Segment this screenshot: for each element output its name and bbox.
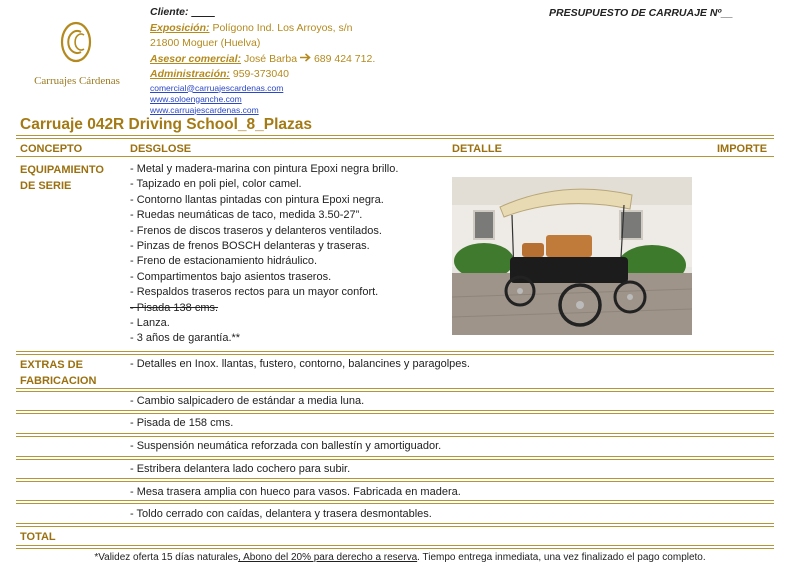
divider	[16, 545, 774, 549]
extra-item: - Suspensión neumática reforzada con ballestín y amortiguador.	[130, 440, 442, 452]
standard-items-list	[130, 162, 398, 347]
admin-label: Administración:	[150, 68, 230, 80]
email-link[interactable]: comercial@carruajescardenas.com	[150, 82, 284, 93]
web-link-carruajes[interactable]: www.carruajescardenas.com	[150, 104, 259, 115]
list-item: - Ruedas neumáticas de taco, medida 3.50-27”.	[130, 209, 363, 222]
total-label: TOTAL	[20, 531, 56, 543]
brand-logo-icon	[56, 20, 96, 64]
list-item: - Lanza.	[130, 317, 170, 330]
extra-item: - Mesa trasera amplia con hueco para vasos. Fabricada en madera.	[130, 486, 461, 498]
extra-item: - Estribera delantera lado cochero para subir.	[130, 463, 351, 475]
divider	[16, 351, 774, 355]
list-item: - Tapizado en poli piel, color camel.	[130, 178, 302, 191]
brand-name: Carruajes Cárdenas	[34, 75, 120, 87]
concept-standard: EQUIPAMIENTO DE SERIE	[20, 164, 104, 192]
divider	[16, 156, 774, 157]
column-header-detail: DETALLE	[452, 143, 502, 155]
list-item: - Contorno llantas pintadas con pintura Epoxi negra.	[130, 193, 384, 206]
divider	[16, 456, 774, 460]
list-item: - Compartimentos bajo asientos traseros.	[130, 270, 332, 283]
divider	[16, 500, 774, 504]
column-header-concept: CONCEPTO	[20, 143, 83, 155]
client-value: ____	[191, 6, 215, 18]
concept-extras: EXTRAS DE FABRICACION	[20, 359, 97, 387]
column-header-breakdown: DESGLOSE	[130, 143, 192, 155]
advisor-phone: 689 424 712.	[313, 52, 376, 65]
client-label: Cliente:	[150, 6, 189, 18]
divider	[16, 478, 774, 482]
extra-item: - Pisada de 158 cms.	[130, 417, 234, 429]
carriage-photo	[452, 177, 692, 335]
exhibition-city: 21800 Moguer (Huelva)	[150, 37, 261, 49]
list-item: - 3 años de garantía.**	[130, 332, 241, 345]
extra-item: - Detalles en Inox. llantas, fustero, contorno, balancines y paragolpes.	[130, 358, 470, 370]
divider	[16, 388, 774, 392]
divider	[16, 135, 774, 139]
footer-note: *Validez oferta 15 días naturales, Abono del 20% para derecho a reserva. Tiempo entrega inmediata, una vez finalizado el pago completo.	[94, 552, 706, 563]
exhibition-address: Polígono Ind. Los Arroyos, s/n	[212, 21, 353, 34]
divider	[16, 433, 774, 437]
admin-phone: 959-373040	[232, 68, 289, 80]
list-item-struck: - Pisada 138 cms.	[130, 301, 219, 314]
divider	[16, 410, 774, 414]
list-item: - Frenos de discos traseros y delanteros ventilados.	[130, 224, 382, 237]
contact-block	[150, 5, 375, 116]
web-link-soloenganche[interactable]: www.soloenganche.com	[150, 93, 242, 104]
list-item: - Metal y madera-marina con pintura Epoxi negra brillo.	[130, 163, 399, 175]
page-title: Carruaje 042R Driving School_8_Plazas	[20, 116, 313, 133]
column-header-amount: IMPORTE	[717, 143, 768, 155]
list-item: - Respaldos traseros rectos para un mayor confort.	[130, 286, 379, 299]
advisor-label: Asesor comercial:	[150, 52, 242, 65]
extra-item: - Cambio salpicadero de estándar a media luna.	[130, 395, 365, 407]
exhibition-label: Exposición:	[150, 21, 210, 34]
divider	[16, 523, 774, 527]
quote-number: PRESUPUESTO DE CARRUAJE Nº__	[549, 7, 733, 19]
advisor-name: José Barba	[243, 52, 298, 65]
arrow-right-icon	[300, 53, 311, 62]
list-item: - Freno de estacionamiento hidráulico.	[130, 255, 318, 268]
extra-item: - Toldo cerrado con caídas, delantera y trasera desmontables.	[130, 508, 432, 520]
list-item: - Pinzas de frenos BOSCH delanteras y traseras.	[130, 240, 370, 253]
